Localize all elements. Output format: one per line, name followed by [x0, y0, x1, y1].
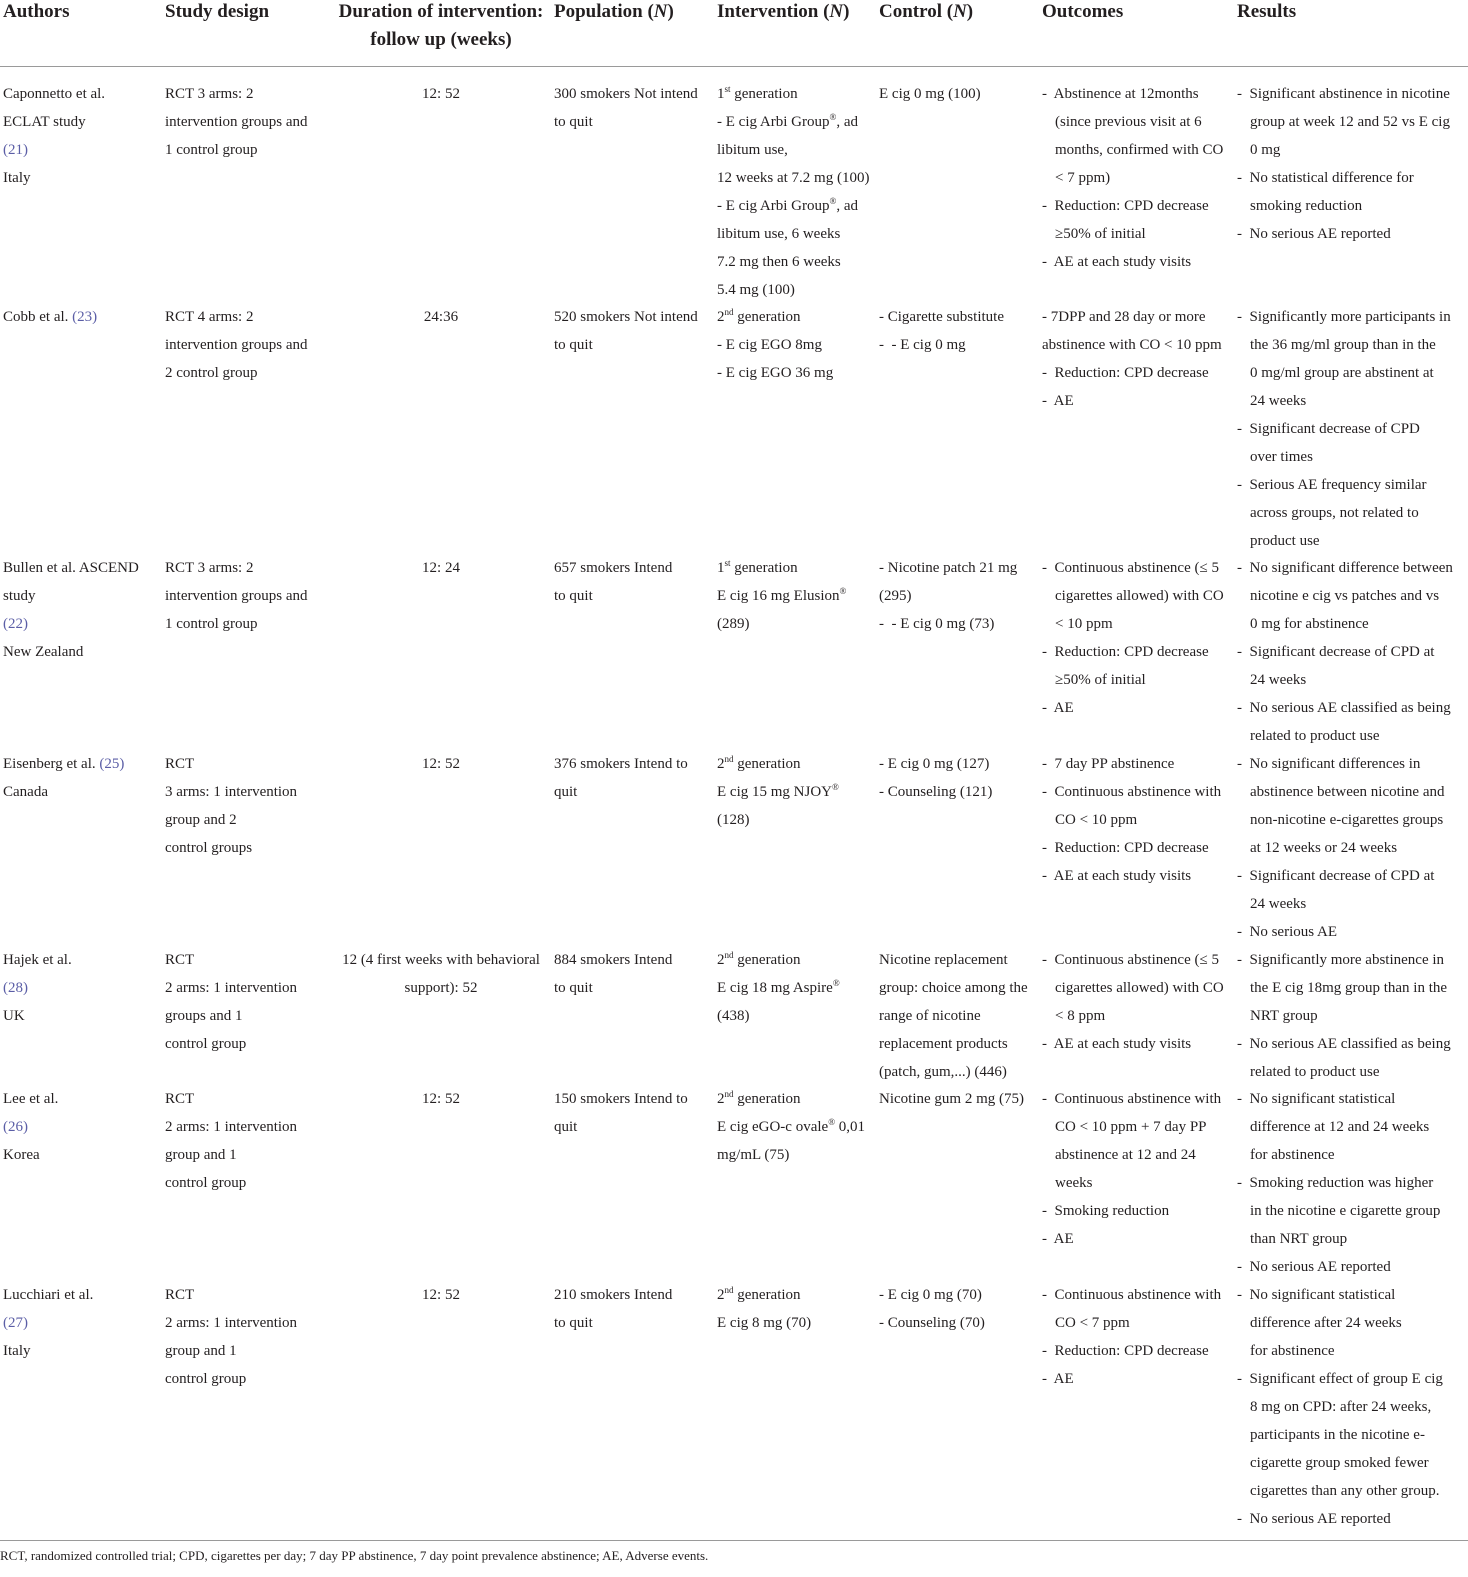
cell-population — [554, 1281, 709, 1337]
cell-line: (patch, gum,...) (446) — [879, 1064, 1007, 1080]
cell-line: abstinence at 12 and 24 — [1055, 1147, 1196, 1163]
cell-authors — [3, 946, 158, 1030]
cell-intervention — [717, 303, 872, 387]
cell-duration — [330, 80, 552, 108]
cell-line: (128) — [717, 812, 750, 828]
cell-authors — [3, 303, 158, 331]
cell-line: - Significant decrease of CPD at — [1237, 868, 1435, 884]
cell-line: for abstinence — [1250, 1147, 1335, 1163]
cell-line: UK — [3, 1008, 25, 1024]
cell-line: 12: 52 — [422, 1091, 460, 1107]
header-outcomes: Outcomes — [1042, 1, 1124, 22]
cell-population — [554, 80, 709, 136]
cell-line: - AE — [1042, 393, 1074, 409]
cell-line: Italy — [3, 170, 31, 186]
cell-outcomes — [1042, 554, 1232, 722]
cell-line: - Reduction: CPD decrease — [1042, 1343, 1209, 1359]
cell-line: - Reduction: CPD decrease — [1042, 198, 1209, 214]
cell-line: - E cig EGO 8mg — [717, 337, 822, 353]
header-control: Control (N) — [879, 1, 974, 22]
cell-line: group at week 12 and 52 vs E cig — [1250, 114, 1450, 130]
cell-outcomes — [1042, 1085, 1232, 1253]
cell-line: 24 weeks — [1250, 672, 1307, 688]
cell-line: difference at 12 and 24 weeks — [1250, 1119, 1430, 1135]
cell-line: - Reduction: CPD decrease — [1042, 644, 1209, 660]
cell-line: 0 mg/ml group are abstinent at — [1250, 365, 1434, 381]
cell-line: (26) — [3, 1119, 28, 1135]
cell-design — [165, 80, 325, 164]
cell-line: 12 weeks at 7.2 mg (100) — [717, 170, 870, 186]
cell-line: - 7 day PP abstinence — [1042, 756, 1175, 772]
cell-line: smoking reduction — [1250, 198, 1363, 214]
cell-line: 1 control group — [165, 142, 258, 158]
cell-line: over times — [1250, 449, 1313, 465]
cell-line: intervention groups and — [165, 337, 308, 353]
cell-line: - Continuous abstinence with — [1042, 1091, 1222, 1107]
cell-line: cigarettes allowed) with CO — [1055, 980, 1224, 996]
cell-line: 5.4 mg (100) — [717, 282, 795, 298]
cell-line: replacement products — [879, 1036, 1008, 1052]
cell-line: - AE — [1042, 700, 1074, 716]
cell-line: - No serious AE reported — [1237, 226, 1391, 242]
cell-control — [879, 1085, 1037, 1113]
header-population: Population (N) — [554, 1, 674, 22]
cell-line: 8 mg on CPD: after 24 weeks, — [1250, 1399, 1432, 1415]
cell-line: - AE — [1042, 1371, 1074, 1387]
cell-line: 2 arms: 1 intervention — [165, 1119, 298, 1135]
cell-line: for abstinence — [1250, 1343, 1335, 1359]
cell-line: cigarette group smoked fewer — [1250, 1455, 1429, 1471]
cell-line: - Continuous abstinence with — [1042, 784, 1222, 800]
cell-line: (since previous visit at 6 — [1055, 114, 1202, 130]
cell-line: (289) — [717, 616, 750, 632]
cell-line: CO < 10 ppm + 7 day PP — [1055, 1119, 1207, 1135]
cell-line: - - E cig 0 mg — [879, 337, 966, 353]
cell-line: - AE — [1042, 1231, 1074, 1247]
cell-line: 657 smokers Intend — [554, 560, 673, 576]
cell-results — [1237, 750, 1459, 946]
cell-line: 2nd generation — [717, 1089, 801, 1107]
cell-line: ECLAT study — [3, 114, 86, 130]
cell-duration — [330, 946, 552, 1002]
header-duration-line2: follow up (weeks) — [370, 29, 512, 50]
cell-line: E cig 15 mg NJOY® — [717, 782, 839, 800]
cell-control — [879, 80, 1037, 108]
header-duration-line1: Duration of intervention: — [338, 1, 544, 22]
cell-line: - Reduction: CPD decrease — [1042, 840, 1209, 856]
cell-line: control groups — [165, 840, 253, 856]
cell-line: 1st generation — [717, 84, 798, 102]
cell-authors — [3, 1281, 158, 1365]
cell-line: product use — [1250, 533, 1320, 549]
cell-results — [1237, 1085, 1459, 1281]
cell-line: cigarettes allowed) with CO — [1055, 588, 1224, 604]
cell-line: range of nicotine — [879, 1008, 981, 1024]
cell-line: - No significant differences in — [1237, 756, 1421, 772]
cell-intervention — [717, 1085, 872, 1169]
cell-line: - Significant decrease of CPD — [1237, 421, 1420, 437]
cell-design — [165, 1281, 325, 1393]
cell-line: than NRT group — [1250, 1231, 1348, 1247]
cell-line: Lucchiari et al. — [3, 1287, 94, 1303]
cell-duration — [330, 303, 552, 331]
cell-line: 520 smokers Not intend — [554, 309, 698, 325]
cell-line: (27) — [3, 1315, 28, 1331]
cell-authors — [3, 80, 158, 192]
cell-line: Caponnetto et al. — [3, 86, 106, 102]
cell-line: weeks — [1055, 1175, 1093, 1191]
cell-control — [879, 554, 1037, 638]
cell-line: E cig 8 mg (70) — [717, 1315, 812, 1331]
cell-line: Eisenberg et al. (25) — [3, 756, 125, 772]
cell-line: the 36 mg/ml group than in the — [1250, 337, 1436, 353]
cell-line: 12: 52 — [422, 86, 460, 102]
cell-outcomes — [1042, 946, 1232, 1058]
cell-duration — [330, 554, 552, 582]
cell-line: participants in the nicotine e- — [1250, 1427, 1425, 1443]
cell-line: in the nicotine e cigarette group — [1250, 1203, 1441, 1219]
cell-line: (21) — [3, 142, 28, 158]
cell-line: control group — [165, 1371, 247, 1387]
cell-line: E cig 0 mg (100) — [879, 86, 981, 102]
cell-line: New Zealand — [3, 644, 84, 660]
cell-line: Lee et al. — [3, 1091, 59, 1107]
cell-line: - No significant statistical — [1237, 1287, 1396, 1303]
cell-line: - E cig 0 mg (70) — [879, 1287, 982, 1303]
cell-line: 2nd generation — [717, 950, 801, 968]
cell-line: to quit — [554, 337, 593, 353]
cell-design — [165, 946, 325, 1058]
cell-line: (295) — [879, 588, 912, 604]
cell-line: < 7 ppm) — [1055, 170, 1111, 186]
cell-line: (28) — [3, 980, 28, 996]
cell-line: 24 weeks — [1250, 896, 1307, 912]
cell-line: - Nicotine patch 21 mg — [879, 560, 1018, 576]
cell-line: libitum use, — [717, 142, 788, 158]
cell-line: - Counseling (121) — [879, 784, 993, 800]
cell-line: nicotine e cig vs patches and vs — [1250, 588, 1440, 604]
cell-line: - Smoking reduction — [1042, 1203, 1170, 1219]
cell-authors — [3, 554, 158, 666]
header-results: Results — [1237, 1, 1297, 22]
cell-line: - Significant decrease of CPD at — [1237, 644, 1435, 660]
cell-population — [554, 303, 709, 359]
cell-line: - No statistical difference for — [1237, 170, 1414, 186]
cell-line: control group — [165, 1175, 247, 1191]
cell-line: 0 mg — [1250, 142, 1281, 158]
cell-line: CO < 10 ppm — [1055, 812, 1138, 828]
cell-outcomes — [1042, 1281, 1232, 1393]
cell-authors — [3, 1085, 158, 1169]
cell-line: to quit — [554, 114, 593, 130]
cell-line: - Cigarette substitute — [879, 309, 1004, 325]
cell-design — [165, 303, 325, 387]
cell-line: to quit — [554, 1315, 593, 1331]
cell-line: RCT — [165, 756, 195, 772]
cell-line: control group — [165, 1036, 247, 1052]
cell-line: 884 smokers Intend — [554, 952, 673, 968]
cell-line: Hajek et al. — [3, 952, 72, 968]
cell-line: group and 1 — [165, 1147, 237, 1163]
cell-line: across groups, not related to — [1250, 505, 1419, 521]
cell-line: - Significantly more abstinence in — [1237, 952, 1445, 968]
cell-line: mg/mL (75) — [717, 1147, 790, 1163]
cell-results — [1237, 946, 1459, 1086]
cell-line: months, confirmed with CO — [1055, 142, 1224, 158]
cell-line: - No serious AE reported — [1237, 1259, 1391, 1275]
cell-control — [879, 750, 1037, 806]
cell-line: intervention groups and — [165, 588, 308, 604]
cell-line: 210 smokers Intend — [554, 1287, 673, 1303]
cell-control — [879, 1281, 1037, 1337]
cell-line: 12: 52 — [422, 1287, 460, 1303]
cell-population — [554, 750, 709, 806]
cell-line: to quit — [554, 588, 593, 604]
cell-line: 12: 52 — [422, 756, 460, 772]
cell-line: ≥50% of initial — [1055, 226, 1146, 242]
table-footnote: RCT, randomized controlled trial; CPD, cigarettes per day; 7 day PP abstinence, 7 day point prevalence abstinence; AE, Adverse events. — [0, 1548, 709, 1563]
cell-intervention — [717, 946, 872, 1030]
cell-line: - No serious AE classified as being — [1237, 1036, 1451, 1052]
cell-design — [165, 1085, 325, 1197]
cell-line: the E cig 18mg group than in the — [1250, 980, 1448, 996]
cell-line: 376 smokers Intend to — [554, 756, 688, 772]
cell-line: 12: 24 — [422, 560, 460, 576]
cell-line: < 8 ppm — [1055, 1008, 1106, 1024]
cell-line: - 7DPP and 28 day or more — [1042, 309, 1206, 325]
cell-line: - No significant statistical — [1237, 1091, 1396, 1107]
cell-outcomes — [1042, 303, 1232, 415]
cell-line: to quit — [554, 980, 593, 996]
cell-line: NRT group — [1250, 1008, 1318, 1024]
cell-line: - No serious AE reported — [1237, 1511, 1391, 1527]
cell-results — [1237, 554, 1459, 750]
cell-line: - AE at each study visits — [1042, 868, 1192, 884]
header-intervention: Intervention (N) — [717, 1, 850, 22]
cell-line: Bullen et al. ASCEND — [3, 560, 139, 576]
header-authors: Authors — [3, 1, 70, 22]
cell-results — [1237, 1281, 1459, 1533]
cell-line: Nicotine replacement — [879, 952, 1008, 968]
cell-line: 2nd generation — [717, 754, 801, 772]
cell-line: - Counseling (70) — [879, 1315, 985, 1331]
cell-line: E cig 18 mg Aspire® — [717, 978, 840, 996]
cell-intervention — [717, 750, 872, 834]
cell-line: support): 52 — [404, 980, 478, 996]
cell-intervention — [717, 1281, 872, 1337]
cell-line: - Continuous abstinence (≤ 5 — [1042, 952, 1219, 968]
cell-line: - Significant effect of group E cig — [1237, 1371, 1443, 1387]
cell-duration — [330, 1085, 552, 1113]
cell-line: difference after 24 weeks — [1250, 1315, 1402, 1331]
cell-line: 2 arms: 1 intervention — [165, 980, 298, 996]
cell-outcomes — [1042, 750, 1232, 890]
cell-line: group: choice among the — [879, 980, 1028, 996]
cell-line: 2nd generation — [717, 1285, 801, 1303]
cell-line: Italy — [3, 1343, 31, 1359]
cell-authors — [3, 750, 158, 806]
footer-rule — [0, 1540, 1468, 1541]
cell-line: - Significant abstinence in nicotine — [1237, 86, 1450, 102]
cell-line: - Continuous abstinence (≤ 5 — [1042, 560, 1219, 576]
header-rule — [0, 66, 1468, 67]
cell-population — [554, 946, 709, 1002]
cell-line: 150 smokers Intend to — [554, 1091, 688, 1107]
cell-line: at 12 weeks or 24 weeks — [1250, 840, 1398, 856]
cell-line: related to product use — [1250, 728, 1380, 744]
cell-duration — [330, 1281, 552, 1309]
cell-line: groups and 1 — [165, 1008, 243, 1024]
header-study-design: Study design — [165, 1, 270, 22]
cell-line: Korea — [3, 1147, 40, 1163]
cell-population — [554, 554, 709, 610]
cell-line: abstinence between nicotine and — [1250, 784, 1445, 800]
cell-line: - E cig Arbi Group®, ad — [717, 112, 858, 130]
cell-line: non-nicotine e-cigarettes groups — [1250, 812, 1444, 828]
cell-results — [1237, 303, 1459, 555]
cell-line: (438) — [717, 1008, 750, 1024]
cell-line: 24 weeks — [1250, 393, 1307, 409]
cell-line: - Reduction: CPD decrease — [1042, 365, 1209, 381]
cell-results — [1237, 80, 1459, 248]
cell-line: RCT — [165, 1287, 195, 1303]
cell-line: abstinence with CO < 10 ppm — [1042, 337, 1222, 353]
cell-intervention — [717, 554, 872, 638]
cell-intervention — [717, 80, 872, 304]
cell-line: group and 1 — [165, 1343, 237, 1359]
cell-line: 12 (4 first weeks with behavioral — [342, 952, 540, 968]
cell-line: - E cig 0 mg (127) — [879, 756, 990, 772]
cell-line: CO < 7 ppm — [1055, 1315, 1130, 1331]
cell-outcomes — [1042, 80, 1232, 276]
cell-control — [879, 303, 1037, 359]
cell-line: cigarettes than any other group. — [1250, 1483, 1440, 1499]
cell-line: related to product use — [1250, 1064, 1380, 1080]
cell-population — [554, 1085, 709, 1141]
header-duration — [330, 0, 552, 52]
cell-line: - AE at each study visits — [1042, 1036, 1192, 1052]
cell-line: 2nd generation — [717, 307, 801, 325]
cell-line: 1st generation — [717, 558, 798, 576]
cell-line: - Smoking reduction was higher — [1237, 1175, 1434, 1191]
cell-duration — [330, 750, 552, 778]
cell-control — [879, 946, 1037, 1086]
cell-line: 2 control group — [165, 365, 258, 381]
cell-line: libitum use, 6 weeks — [717, 226, 841, 242]
cell-line: group and 2 — [165, 812, 237, 828]
cell-line: RCT 4 arms: 2 — [165, 309, 254, 325]
cell-design — [165, 750, 325, 862]
cell-line: - No significant difference between — [1237, 560, 1453, 576]
cell-line: 24:36 — [423, 309, 459, 325]
cell-line: 2 arms: 1 intervention — [165, 1315, 298, 1331]
cell-line: - Significantly more participants in — [1237, 309, 1451, 325]
cell-design — [165, 554, 325, 638]
cell-line: RCT — [165, 1091, 195, 1107]
cell-line: - No serious AE — [1237, 924, 1337, 940]
cell-line: Nicotine gum 2 mg (75) — [879, 1091, 1024, 1107]
cell-line: - No serious AE classified as being — [1237, 700, 1451, 716]
cell-line: RCT — [165, 952, 195, 968]
cell-line: Canada — [3, 784, 48, 800]
cell-line: - AE at each study visits — [1042, 254, 1192, 270]
cell-line: 300 smokers Not intend — [554, 86, 698, 102]
cell-line: study — [3, 588, 36, 604]
cell-line: RCT 3 arms: 2 — [165, 560, 254, 576]
cell-line: - E cig EGO 36 mg — [717, 365, 834, 381]
cell-line: RCT 3 arms: 2 — [165, 86, 254, 102]
cell-line: - - E cig 0 mg (73) — [879, 616, 995, 632]
cell-line: E cig 16 mg Elusion® — [717, 586, 847, 604]
cell-line: quit — [554, 1119, 578, 1135]
cell-line: (22) — [3, 616, 28, 632]
cell-line: Cobb et al. (23) — [3, 309, 98, 325]
cell-line: E cig eGO-c ovale® 0,01 — [717, 1117, 866, 1135]
cell-line: 7.2 mg then 6 weeks — [717, 254, 841, 270]
cell-line: - Continuous abstinence with — [1042, 1287, 1222, 1303]
cell-line: 1 control group — [165, 616, 258, 632]
cell-line: - Serious AE frequency similar — [1237, 477, 1427, 493]
cell-line: 0 mg for abstinence — [1250, 616, 1369, 632]
cell-line: - Abstinence at 12months — [1042, 86, 1199, 102]
cell-line: ≥50% of initial — [1055, 672, 1146, 688]
cell-line: intervention groups and — [165, 114, 308, 130]
cell-line: quit — [554, 784, 578, 800]
cell-line: - E cig Arbi Group®, ad — [717, 196, 858, 214]
cell-line: 3 arms: 1 intervention — [165, 784, 298, 800]
cell-line: < 10 ppm — [1055, 616, 1113, 632]
